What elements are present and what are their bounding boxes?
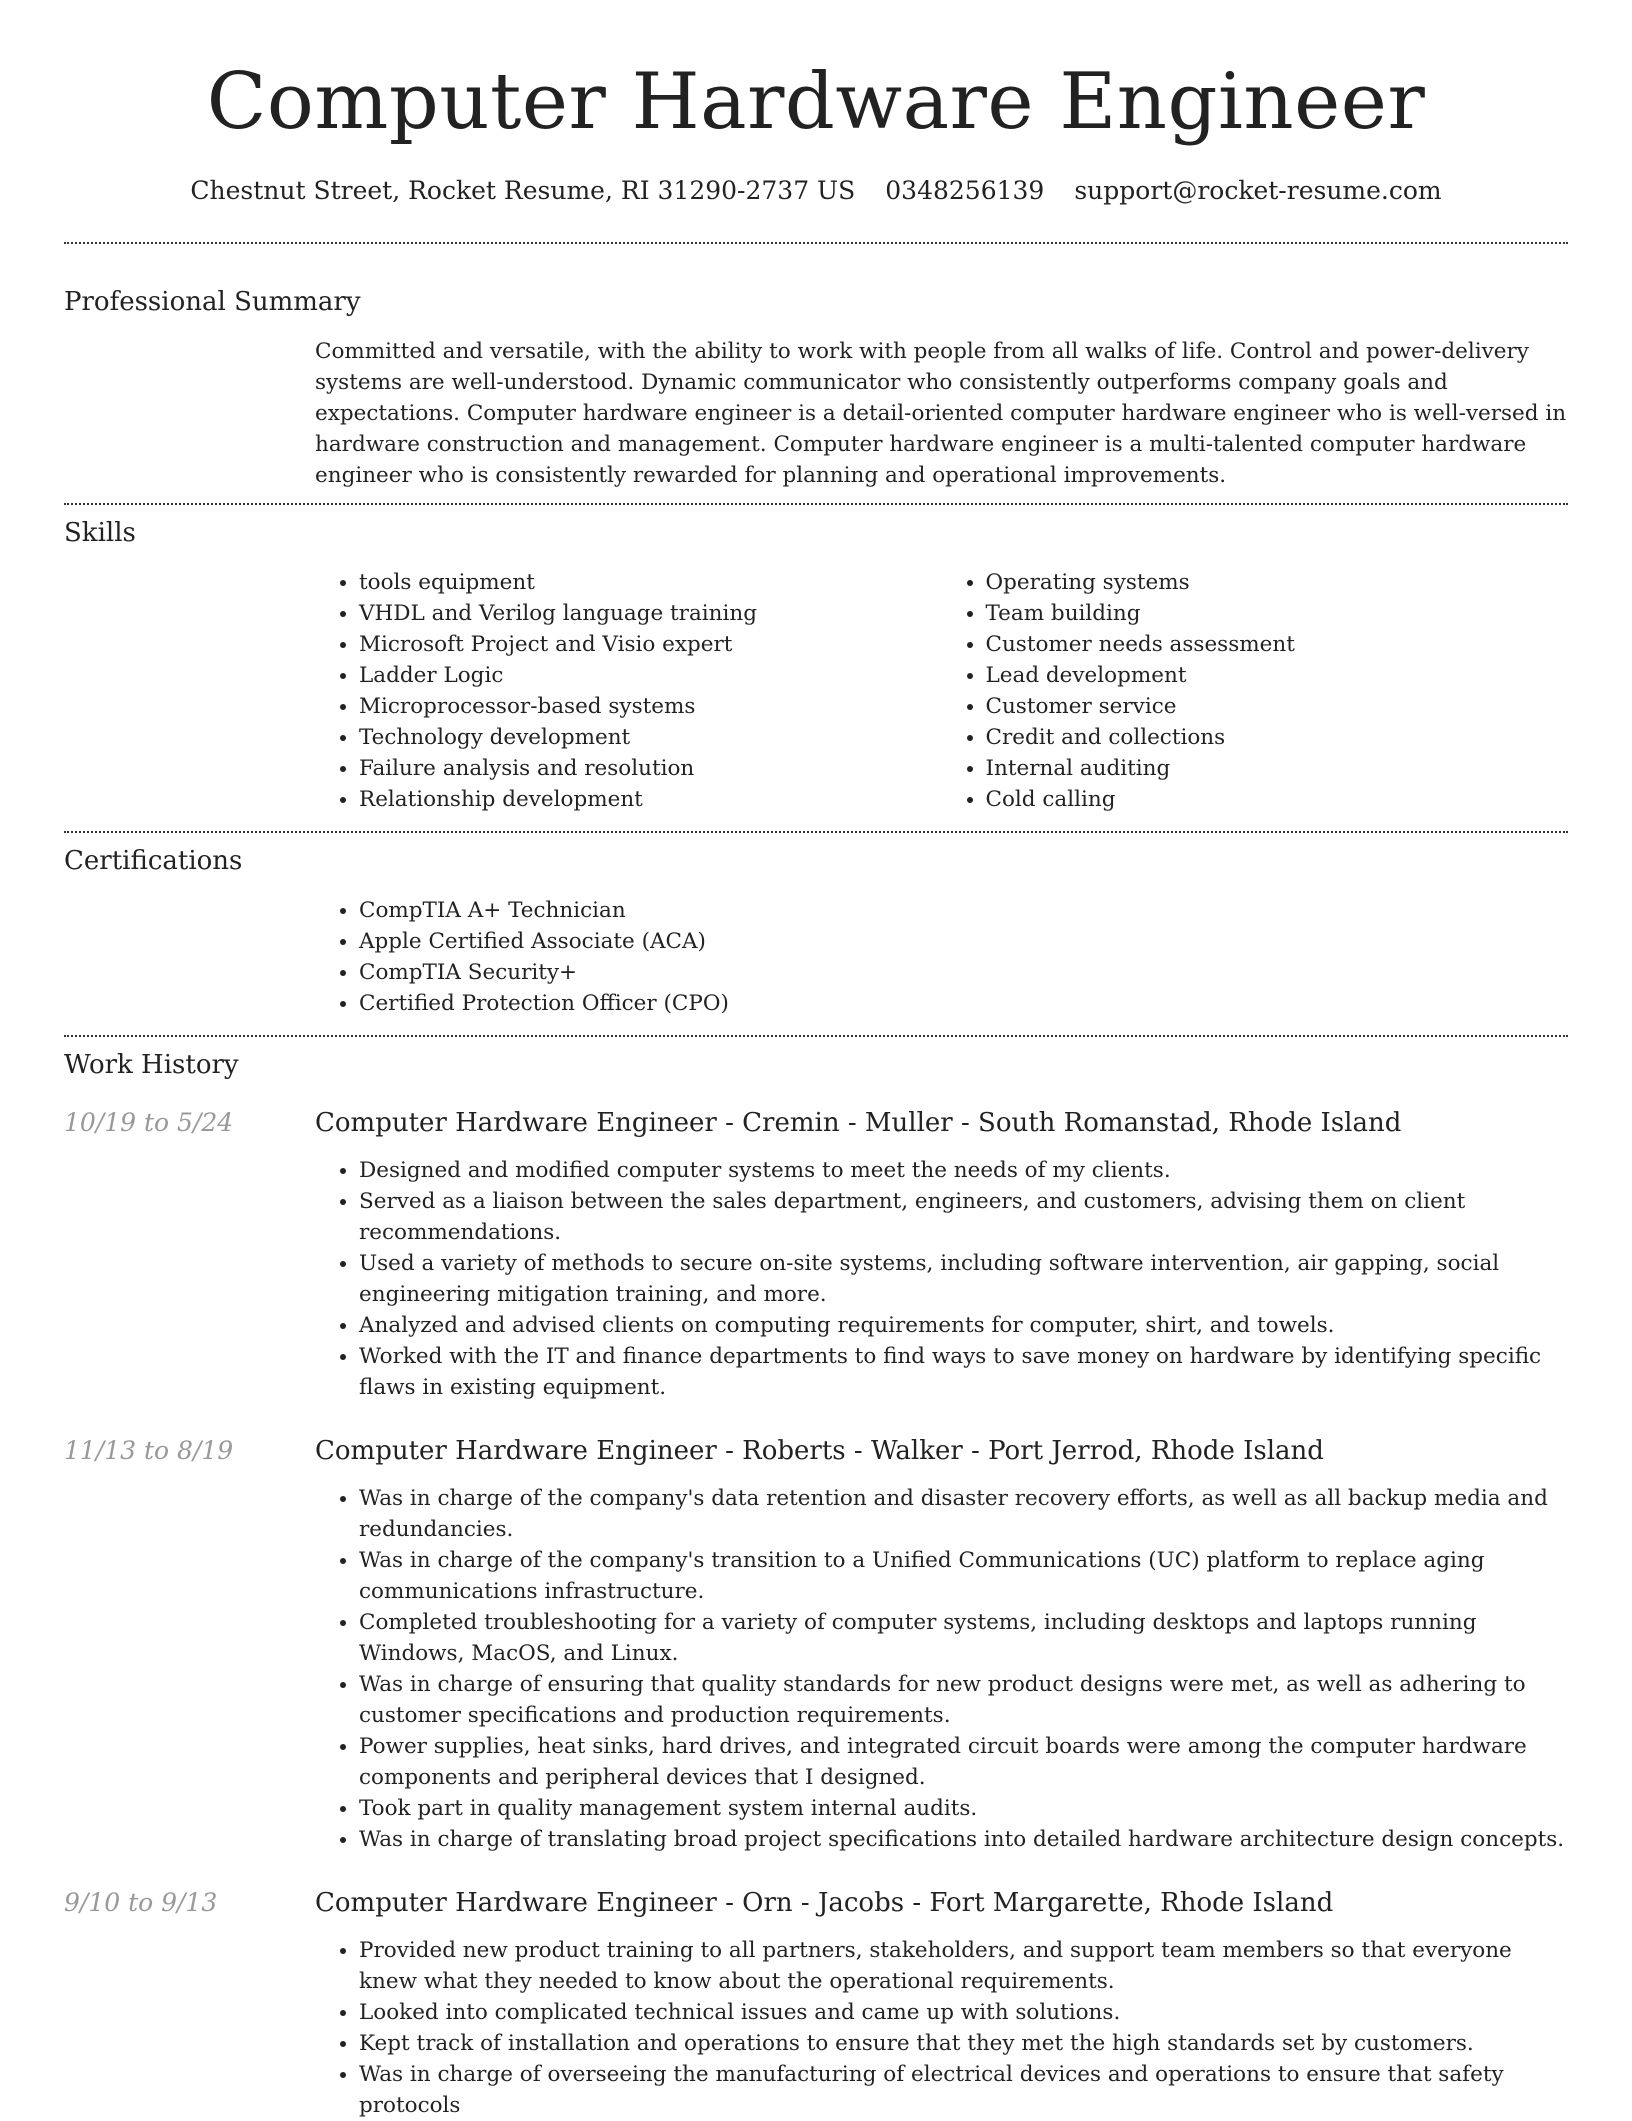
divider: [64, 503, 1568, 505]
list-item: • Ladder Logic: [359, 660, 942, 691]
list-item: • Internal auditing: [986, 753, 1569, 784]
list-item: • Team building: [986, 598, 1569, 629]
summary-section: [64, 284, 1568, 491]
list-item: • Was in charge of the company's transition to a Unified Communications (UC) platform to replace aging communications infrastructure.: [359, 1545, 1568, 1607]
job-dates: 11/13 to 8/19: [64, 1436, 234, 1465]
list-item: • Looked into complicated technical issues and came up with solutions.: [359, 1997, 1568, 2028]
list-item: • Technology development: [359, 722, 942, 753]
divider: [64, 1035, 1568, 1037]
work-heading: Work History: [64, 1050, 239, 1080]
list-item: • Designed and modified computer systems to meet the needs of my clients.: [359, 1155, 1568, 1186]
summary-text: Committed and versatile, with the ability to work with people from all walks of life. Control and power-delivery systems are well-understood. Dynamic communicator who consistently outperforms company goals and expectations. Computer hardware engineer is a detail-oriented computer hardware engineer who is well-versed in hardware construction and management. Computer hardware engineer is a multi-talented computer hardware engineer who is consistently rewarded for planning and operational improvements.: [315, 339, 1567, 488]
list-item: • Was in charge of ensuring that quality standards for new product designs were met, as well as adhering to customer specifications and production requirements.: [359, 1669, 1568, 1731]
list-item: • Cold calling: [986, 784, 1569, 815]
list-item: • Certified Protection Officer (CPO): [359, 988, 1568, 1019]
list-item: • Credit and collections: [986, 722, 1569, 753]
list-item: • Completed troubleshooting for a variety of computer systems, including desktops and laptops running Windows, MacOS, and Linux.: [359, 1607, 1568, 1669]
list-item: • Apple Certified Associate (ACA): [359, 926, 1568, 957]
list-item: • Took part in quality management system internal audits.: [359, 1793, 1568, 1824]
job-dates: 10/19 to 5/24: [64, 1108, 234, 1137]
list-item: • Operating systems: [986, 567, 1569, 598]
list-item: • Lead development: [986, 660, 1569, 691]
list-item: • Customer service: [986, 691, 1569, 722]
list-item: • Worked with the IT and finance departments to find ways to save money on hardware by identifying specific flaws in existing equipment.: [359, 1341, 1568, 1403]
summary-heading: Professional Summary: [64, 287, 361, 317]
certifications-list: [315, 895, 1568, 1019]
list-item: • Served as a liaison between the sales department, engineers, and customers, advising them on client recommendations.: [359, 1186, 1568, 1248]
job-entry: [64, 1105, 1568, 1403]
list-item: • Used a variety of methods to secure on-site systems, including software intervention, air gapping, social engineering mitigation training, and more.: [359, 1248, 1568, 1310]
skills-section: [64, 515, 1568, 815]
divider: [64, 831, 1568, 833]
contact-phone: 0348256139: [885, 176, 1045, 205]
list-item: • Was in charge of the company's data retention and disaster recovery efforts, as well as all backup media and redundancies.: [359, 1483, 1568, 1545]
resume-page: [64, 0, 1568, 2121]
job-bullets: [315, 1935, 1568, 2121]
skills-list-right: [942, 567, 1569, 815]
list-item: • Was in charge of translating broad project specifications into detailed hardware architecture design concepts.: [359, 1824, 1568, 1855]
list-item: • Failure analysis and resolution: [359, 753, 942, 784]
job-bullets: [315, 1155, 1568, 1403]
certifications-section: [64, 843, 1568, 1019]
list-item: • Power supplies, heat sinks, hard drives, and integrated circuit boards were among the computer hardware components and peripheral devices that I designed.: [359, 1731, 1568, 1793]
job-entry: [64, 1433, 1568, 1855]
job-header: [64, 1885, 1568, 1921]
list-item: • Analyzed and advised clients on computing requirements for computer, shirt, and towels.: [359, 1310, 1568, 1341]
job-entry: [64, 1885, 1568, 2121]
job-title: Computer Hardware Engineer - Orn - Jacobs - Fort Margarette, Rhode Island: [315, 1888, 1334, 1918]
list-item: • VHDL and Verilog language training: [359, 598, 942, 629]
job-dates: 9/10 to 9/13: [64, 1888, 218, 1917]
skills-columns: [315, 567, 1568, 815]
list-item: • Microprocessor-based systems: [359, 691, 942, 722]
list-item: • Was in charge of overseeing the manufacturing of electrical devices and operations to ensure that safety protocols: [359, 2059, 1568, 2121]
list-item: • Customer needs assessment: [986, 629, 1569, 660]
list-item: • CompTIA A+ Technician: [359, 895, 1568, 926]
certifications-content: [315, 895, 1568, 1019]
skills-list-left: [315, 567, 942, 815]
list-item: • Relationship development: [359, 784, 942, 815]
resume-name: Computer Hardware Engineer: [206, 57, 1426, 147]
contact-line: [64, 174, 1568, 208]
list-item: • Provided new product training to all partners, stakeholders, and support team members so that everyone knew what they needed to know about the operational requirements.: [359, 1935, 1568, 1997]
divider: [64, 242, 1568, 244]
job-title: Computer Hardware Engineer - Roberts - Walker - Port Jerrod, Rhode Island: [315, 1436, 1324, 1466]
list-item: • Microsoft Project and Visio expert: [359, 629, 942, 660]
contact-email[interactable]: support@rocket-resume.com: [1074, 176, 1442, 205]
list-item: • tools equipment: [359, 567, 942, 598]
certifications-heading: Certifications: [64, 846, 243, 876]
work-section: [64, 1047, 1568, 2121]
job-bullets: [315, 1483, 1568, 1855]
contact-address: Chestnut Street, Rocket Resume, RI 31290-2737 US: [190, 176, 856, 205]
list-item: • CompTIA Security+: [359, 957, 1568, 988]
job-title: Computer Hardware Engineer - Cremin - Muller - South Romanstad, Rhode Island: [315, 1108, 1402, 1138]
list-item: • Kept track of installation and operations to ensure that they met the high standards set by customers.: [359, 2028, 1568, 2059]
job-header: [64, 1105, 1568, 1141]
skills-heading: Skills: [64, 518, 136, 548]
job-header: [64, 1433, 1568, 1469]
